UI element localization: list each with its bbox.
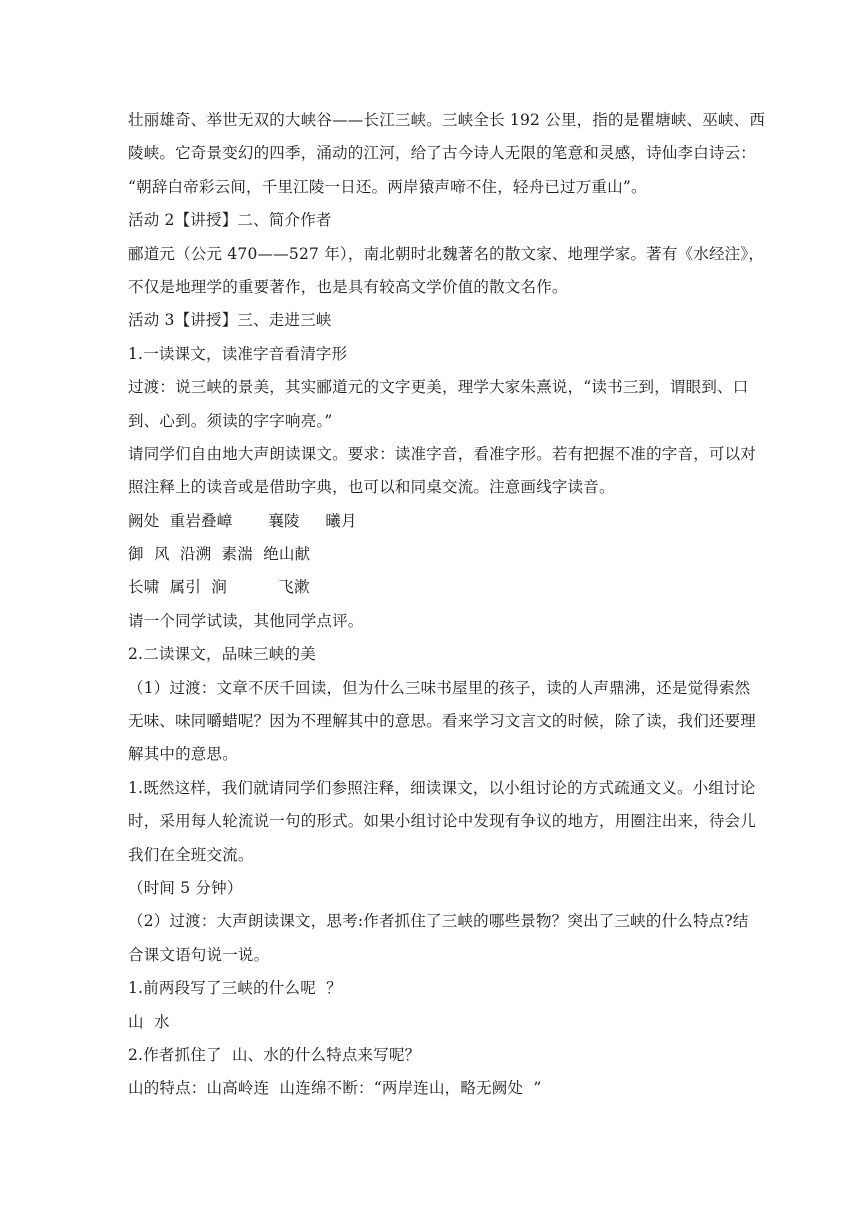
text-line: 陵峡。它奇景变幻的四季，涌动的江河，给了古今诗人无限的笔意和灵感，诗仙李白诗云： xyxy=(128,144,757,163)
text-line: 山 水 xyxy=(128,1012,170,1031)
text-line: 郦道元（公元 470——527 年），南北朝时北魏著名的散文家、地理学家。著有《水经注》， xyxy=(128,244,765,263)
vocabulary-line: 阙处 重岩叠嶂 襄陵 曦月 xyxy=(128,511,357,530)
document-body xyxy=(128,104,766,1106)
text-line: 时，采用每人轮流说一句的形式。如果小组讨论中发现有争议的地方，用圈注出来，待会儿 xyxy=(128,812,757,831)
text-line: 山的特点：山高岭连 山连绵不断：“两岸连山，略无阙处 ” xyxy=(128,1079,542,1098)
text-line: 壮丽雄奇、举世无双的大峡谷——长江三峡。三峡全长 192 公里，指的是瞿塘峡、巫峡、西 xyxy=(128,111,766,129)
subheading-second-reading: 2.二读课文，品味三峡的美 xyxy=(128,645,316,664)
text-line: 请同学们自由地大声朗读课文。要求：读准字音，看准字形。若有把握不准的字音，可以对 xyxy=(128,444,757,463)
text-line: 合课文语句说一说。 xyxy=(128,945,270,964)
text-line: 不仅是地理学的重要著作，也是具有较高文学价值的散文名作。 xyxy=(128,277,568,296)
vocabulary-line: 御 风 沿溯 素湍 绝山献 xyxy=(128,545,311,564)
subheading-first-reading: 1.一读课文，读准字音看清字形 xyxy=(128,344,348,363)
text-line: 1.既然这样，我们就请同学们参照注释，细读课文，以小组讨论的方式疏通文义。小组讨论 xyxy=(128,778,756,797)
text-line: 照注释上的读音或是借助字典，也可以和同桌交流。注意画线字读音。 xyxy=(128,478,615,497)
text-line: “朝辞白帝彩云间，千里江陵一日还。两岸猿声啼不住，轻舟已过万重山”。 xyxy=(128,177,647,196)
text-line: （1）过渡：文章不厌千回读，但为什么三味书屋里的孩子，读的人声鼎沸，还是觉得索然 xyxy=(128,678,751,697)
text-line: 1.前两段写了三峡的什么呢 ？ xyxy=(128,979,342,998)
text-line: 解其中的意思。 xyxy=(128,745,238,764)
text-line: 到、心到。须读的字字响亮。” xyxy=(128,411,333,430)
text-line: （时间 5 分钟） xyxy=(128,878,243,897)
text-line: 2.作者抓住了 山、水的什么特点来写呢？ xyxy=(128,1045,421,1064)
section-heading-activity-2: 活动 2【讲授】二、简介作者 xyxy=(128,211,332,230)
text-line: （2）过渡：大声朗读课文，思考:作者抓住了三峡的哪些景物？突出了三峡的什么特点?结 xyxy=(128,912,749,931)
section-heading-activity-3: 活动 3【讲授】三、走进三峡 xyxy=(128,311,332,330)
text-line: 我们在全班交流。 xyxy=(128,845,254,864)
text-line: 请一个同学试读，其他同学点评。 xyxy=(128,611,364,630)
vocabulary-line: 长啸 属引 涧 飞漱 xyxy=(128,578,310,597)
text-line: 无味、味同嚼蜡呢？因为不理解其中的意思。看来学习文言文的时候，除了读，我们还要理 xyxy=(128,712,757,731)
text-line: 过渡：说三峡的景美，其实郦道元的文字更美，理学大家朱熹说，“读书三到，谓眼到、口 xyxy=(128,378,749,397)
